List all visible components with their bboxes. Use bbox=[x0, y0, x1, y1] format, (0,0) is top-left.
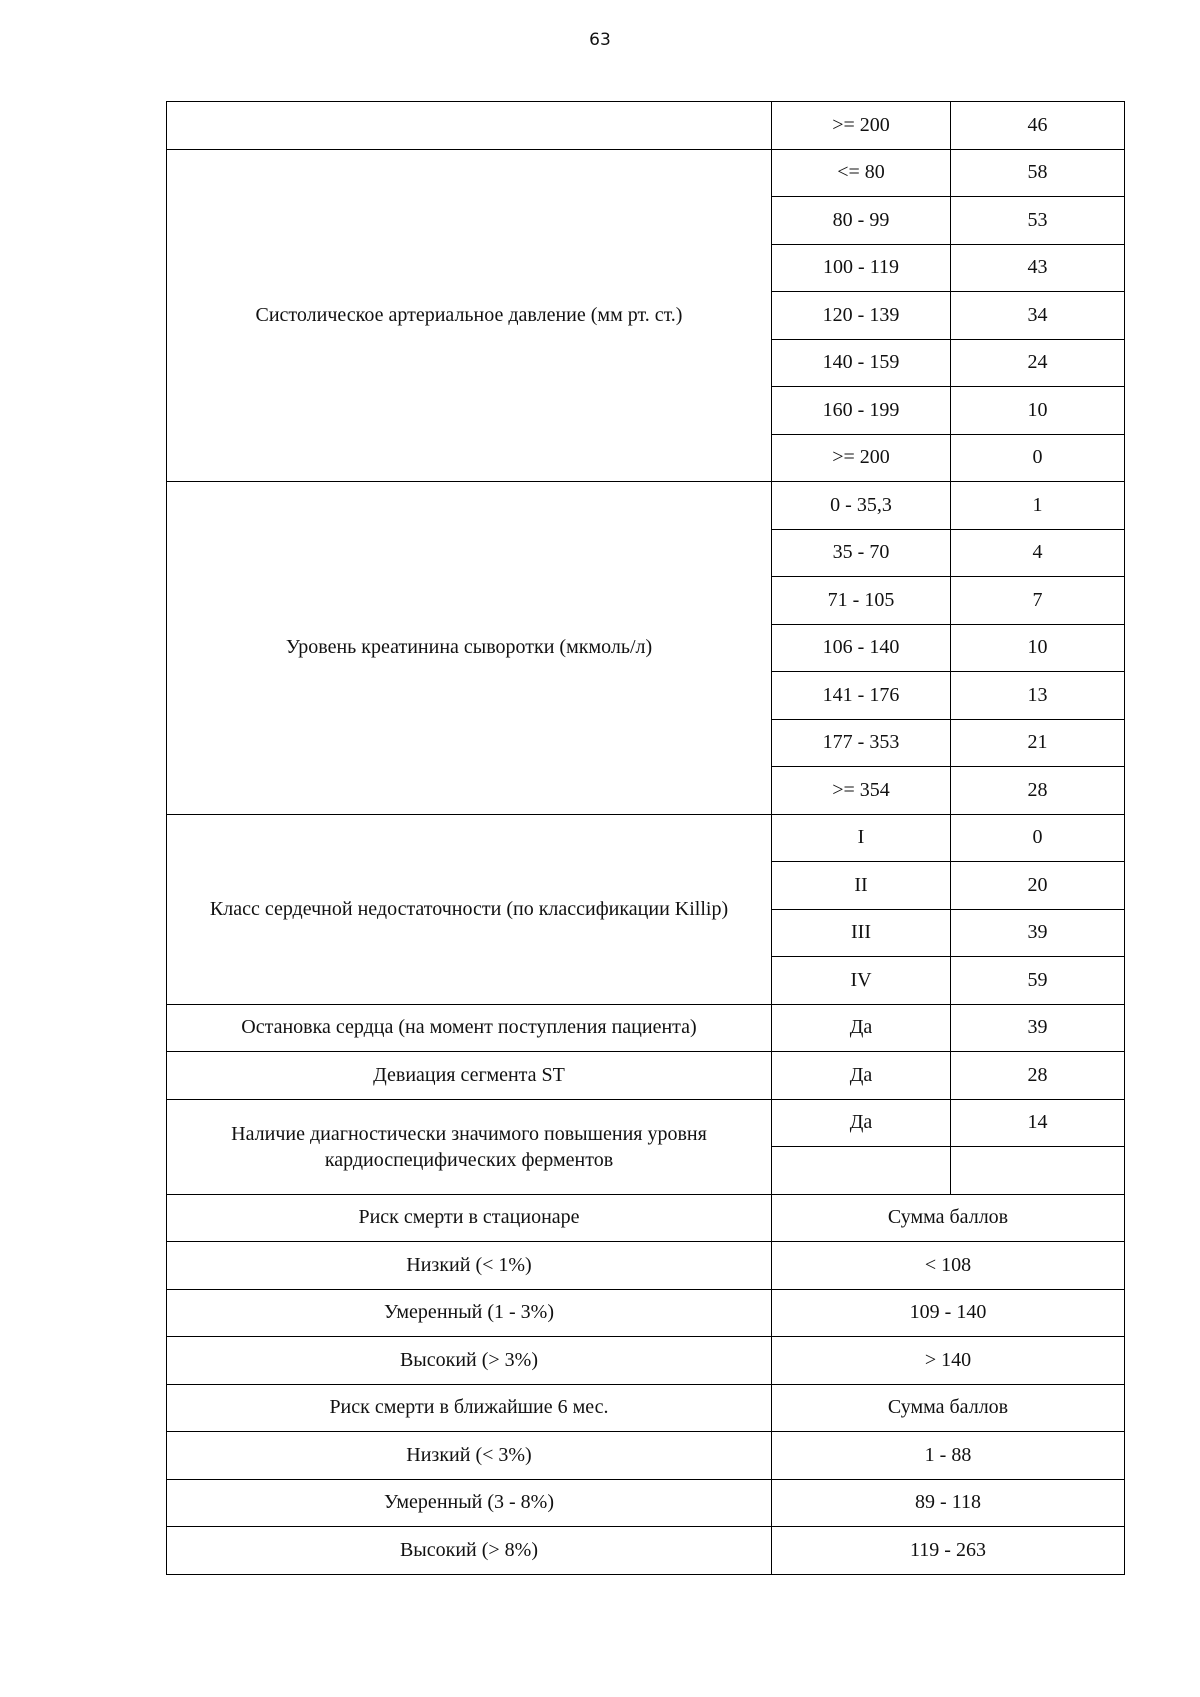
range-cell: >= 354 bbox=[772, 767, 951, 815]
points-cell-empty bbox=[951, 1147, 1125, 1195]
factor-label-killip: Класс сердечной недостаточности (по классификации Killip) bbox=[167, 814, 772, 1004]
hospital-risk-header: Риск смерти в стационаре bbox=[167, 1194, 772, 1242]
range-cell: 120 - 139 bbox=[772, 292, 951, 340]
risk-level-cell: Умеренный (3 - 8%) bbox=[167, 1479, 772, 1527]
table-row bbox=[167, 814, 1125, 862]
points-cell: 0 bbox=[951, 814, 1125, 862]
factor-label-systolic-bp: Систолическое артериальное давление (мм рт. ст.) bbox=[167, 149, 772, 482]
range-cell: II bbox=[772, 862, 951, 910]
points-cell: 1 bbox=[951, 482, 1125, 530]
table-row bbox=[167, 1242, 1125, 1290]
table-row bbox=[167, 102, 1125, 150]
range-cell: >= 200 bbox=[772, 434, 951, 482]
points-cell: 10 bbox=[951, 624, 1125, 672]
hospital-score-header: Сумма баллов bbox=[772, 1194, 1125, 1242]
risk-level-cell: Низкий (< 3%) bbox=[167, 1432, 772, 1480]
table-row bbox=[167, 149, 1125, 197]
range-cell: 100 - 119 bbox=[772, 244, 951, 292]
range-cell: 177 - 353 bbox=[772, 719, 951, 767]
range-cell: 71 - 105 bbox=[772, 577, 951, 625]
risk-score-cell: 109 - 140 bbox=[772, 1289, 1125, 1337]
six-month-score-header: Сумма баллов bbox=[772, 1384, 1125, 1432]
points-cell: 4 bbox=[951, 529, 1125, 577]
points-cell: 53 bbox=[951, 197, 1125, 245]
risk-level-cell: Низкий (< 1%) bbox=[167, 1242, 772, 1290]
table-row bbox=[167, 1527, 1125, 1575]
points-cell: 20 bbox=[951, 862, 1125, 910]
table-row bbox=[167, 1384, 1125, 1432]
factor-label-creatinine: Уровень креатинина сыворотки (мкмоль/л) bbox=[167, 482, 772, 815]
table-row bbox=[167, 1289, 1125, 1337]
risk-score-cell: 1 - 88 bbox=[772, 1432, 1125, 1480]
grace-risk-table bbox=[166, 101, 1125, 1575]
enzymes-label-line1: Наличие диагностически значимого повышения уровня bbox=[231, 1122, 707, 1145]
risk-level-cell: Высокий (> 3%) bbox=[167, 1337, 772, 1385]
range-cell: Да bbox=[772, 1052, 951, 1100]
range-cell: I bbox=[772, 814, 951, 862]
risk-score-cell: 89 - 118 bbox=[772, 1479, 1125, 1527]
points-cell: 10 bbox=[951, 387, 1125, 435]
points-cell: 7 bbox=[951, 577, 1125, 625]
factor-label-cardiac-arrest: Остановка сердца (на момент поступления пациента) bbox=[167, 1004, 772, 1052]
range-cell-empty bbox=[772, 1147, 951, 1195]
range-cell: 140 - 159 bbox=[772, 339, 951, 387]
points-cell: 0 bbox=[951, 434, 1125, 482]
table-row bbox=[167, 1479, 1125, 1527]
range-cell: 35 - 70 bbox=[772, 529, 951, 577]
points-cell: 34 bbox=[951, 292, 1125, 340]
table-row bbox=[167, 1004, 1125, 1052]
factor-label-st-deviation: Девиация сегмента ST bbox=[167, 1052, 772, 1100]
range-cell: III bbox=[772, 909, 951, 957]
points-cell: 58 bbox=[951, 149, 1125, 197]
table-row bbox=[167, 1194, 1125, 1242]
risk-score-cell: > 140 bbox=[772, 1337, 1125, 1385]
points-cell: 59 bbox=[951, 957, 1125, 1005]
factor-label-empty bbox=[167, 102, 772, 150]
points-cell: 43 bbox=[951, 244, 1125, 292]
points-cell: 28 bbox=[951, 767, 1125, 815]
risk-score-cell: 119 - 263 bbox=[772, 1527, 1125, 1575]
range-cell: 141 - 176 bbox=[772, 672, 951, 720]
range-cell: IV bbox=[772, 957, 951, 1005]
points-cell: 13 bbox=[951, 672, 1125, 720]
points-cell: 39 bbox=[951, 1004, 1125, 1052]
risk-level-cell: Умеренный (1 - 3%) bbox=[167, 1289, 772, 1337]
range-cell: 0 - 35,3 bbox=[772, 482, 951, 530]
range-cell: >= 200 bbox=[772, 102, 951, 150]
risk-score-cell: < 108 bbox=[772, 1242, 1125, 1290]
table-row bbox=[167, 1099, 1125, 1147]
points-cell: 21 bbox=[951, 719, 1125, 767]
page-number: 63 bbox=[589, 30, 611, 50]
factor-label-enzymes bbox=[167, 1099, 772, 1194]
range-cell: 106 - 140 bbox=[772, 624, 951, 672]
six-month-risk-header: Риск смерти в ближайшие 6 мес. bbox=[167, 1384, 772, 1432]
enzymes-label-line2: кардиоспецифических ферментов bbox=[324, 1148, 614, 1171]
points-cell: 14 bbox=[951, 1099, 1125, 1147]
range-cell: 80 - 99 bbox=[772, 197, 951, 245]
points-cell: 28 bbox=[951, 1052, 1125, 1100]
range-cell: 160 - 199 bbox=[772, 387, 951, 435]
risk-level-cell: Высокий (> 8%) bbox=[167, 1527, 772, 1575]
points-cell: 39 bbox=[951, 909, 1125, 957]
points-cell: 24 bbox=[951, 339, 1125, 387]
range-cell: <= 80 bbox=[772, 149, 951, 197]
range-cell: Да bbox=[772, 1004, 951, 1052]
table-row bbox=[167, 1337, 1125, 1385]
points-cell: 46 bbox=[951, 102, 1125, 150]
table-row bbox=[167, 1052, 1125, 1100]
table-row bbox=[167, 482, 1125, 530]
range-cell: Да bbox=[772, 1099, 951, 1147]
table-row bbox=[167, 1432, 1125, 1480]
